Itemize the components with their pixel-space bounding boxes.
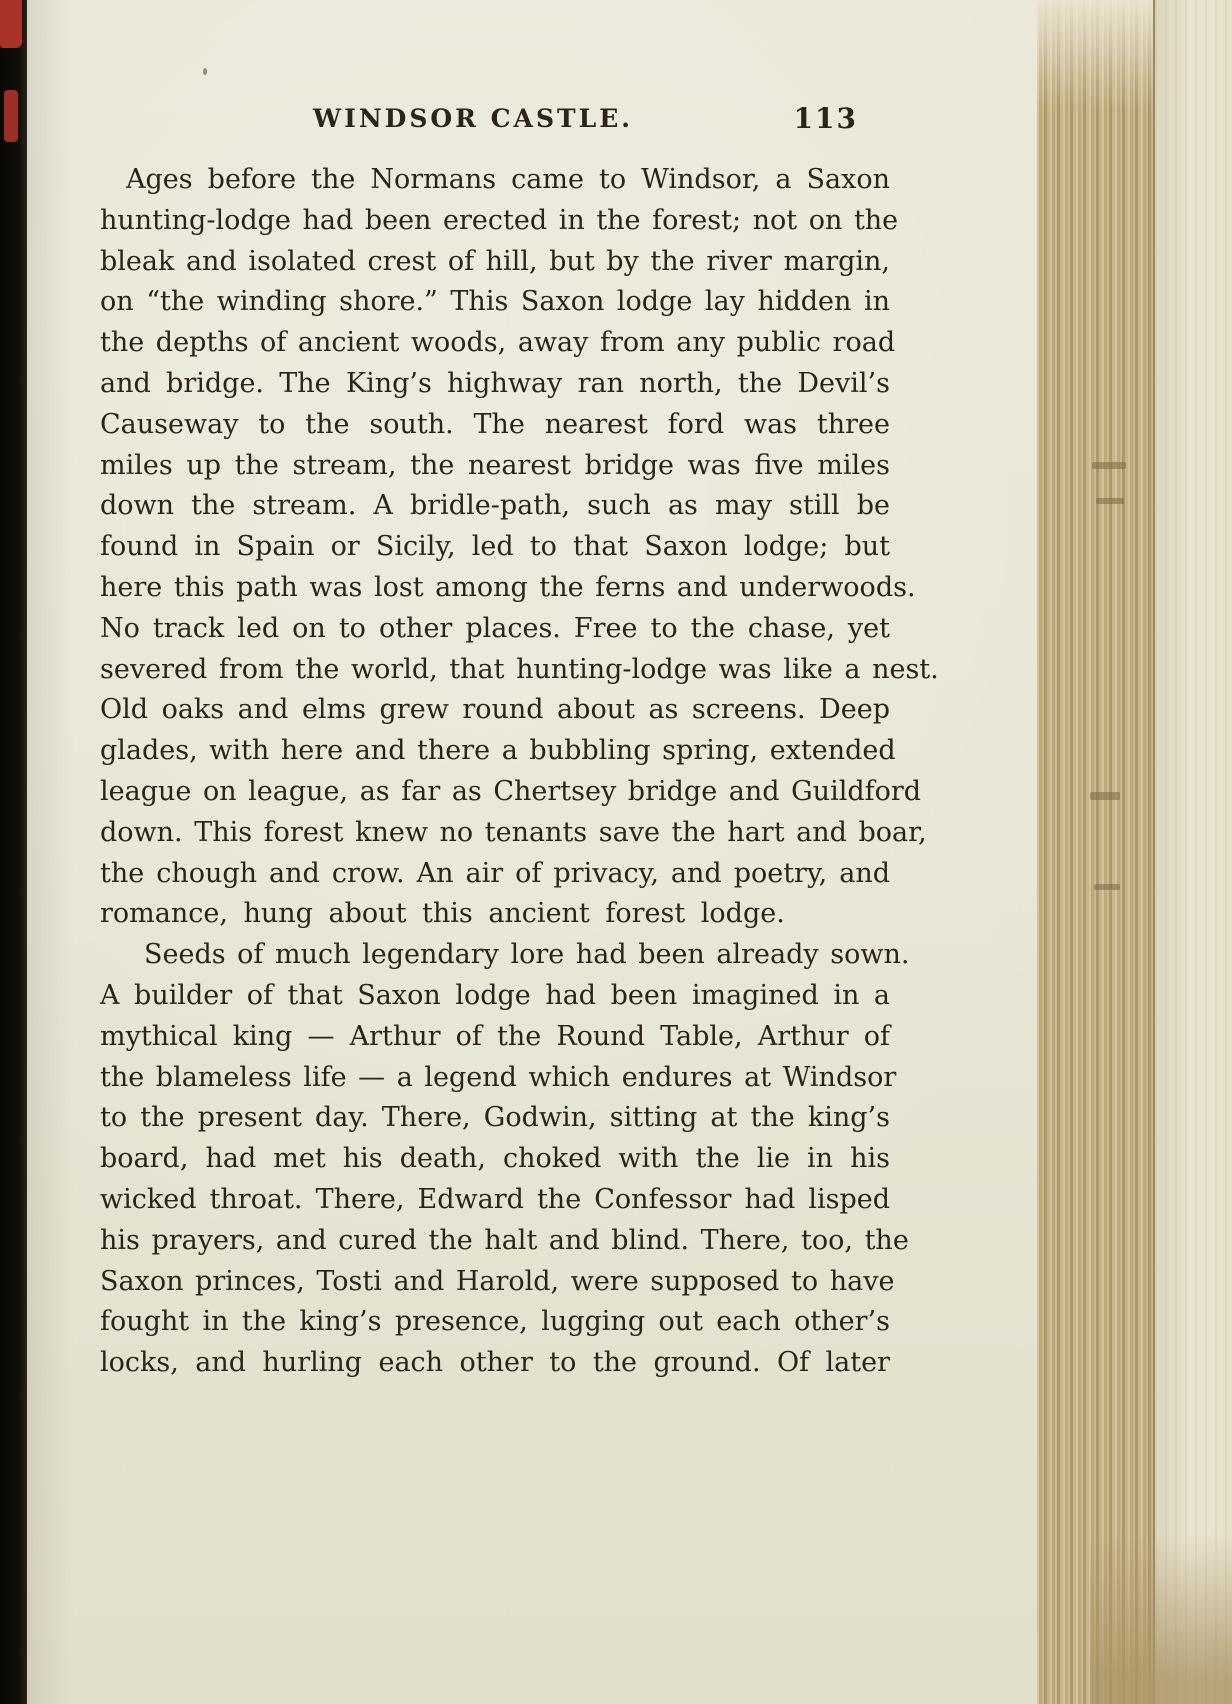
edge-mark (1092, 462, 1126, 469)
paper-speck (203, 68, 207, 75)
text-line: Ages before the Normans came to Windsor, a Saxon (126, 164, 890, 195)
text-line: Seeds of much legendary lore had been already sown. (144, 939, 910, 971)
page-number: 113 (793, 102, 858, 135)
text-line: fought in the king’s presence, lugging out each other’s (100, 1306, 890, 1338)
text-line: No track led on to other places. Free to the chase, yet (100, 612, 890, 644)
text-line: his prayers, and cured the halt and blind. There, too, the (100, 1224, 909, 1256)
edge-mark (1096, 498, 1124, 504)
edge-mark (1090, 792, 1120, 800)
text-line: on “the winding shore.” This Saxon lodge lay hidden in (100, 286, 890, 318)
text-line: and bridge. The King’s highway ran north, the Devil’s (100, 367, 890, 399)
text-line: locks, and hurling each other to the ground. Of later (100, 1347, 890, 1379)
text-line: board, had met his death, choked with the lie in his (100, 1143, 890, 1175)
text-line: league on league, as far as Chertsey bridge and Guildford (100, 775, 922, 807)
text-line: miles up the stream, the nearest bridge was five miles (100, 449, 890, 481)
running-title: WINDSOR CASTLE. (313, 104, 633, 133)
text-line: down the stream. A bridle-path, such as may still be (100, 490, 890, 522)
text-line: hunting-lodge had been erected in the forest; not on the (100, 204, 899, 236)
text-line: Old oaks and elms grew round about as screens. Deep (100, 694, 890, 726)
fore-edge-pages (1037, 0, 1153, 1704)
page (27, 0, 1037, 1704)
red-binding-mark (0, 0, 22, 48)
text-line: here this path was lost among the ferns and underwoods. (100, 571, 916, 603)
text-line: glades, with here and there a bubbling spring, extended (100, 735, 896, 767)
text-block (100, 160, 939, 1384)
edge-mark (1094, 884, 1120, 890)
text-line: Causeway to the south. The nearest ford was three (100, 408, 890, 440)
text-line: the depths of ancient woods, away from any public road (100, 327, 896, 359)
text-line: A builder of that Saxon lodge had been imagined in a (100, 979, 890, 1011)
paragraph (100, 935, 910, 1384)
text-line: to the present day. There, Godwin, sitting at the king’s (100, 1102, 890, 1134)
text-line: bleak and isolated crest of hill, but by the river margin, (100, 245, 890, 277)
text-line: down. This forest knew no tenants save the hart and boar, (100, 816, 927, 848)
text-line: the blameless life — a legend which endures at Windsor (100, 1061, 897, 1093)
page-header (100, 104, 890, 146)
paragraph (100, 160, 939, 935)
text-line: found in Spain or Sicily, led to that Saxon lodge; but (100, 531, 890, 563)
binding-edge (0, 0, 27, 1704)
text-line: romance, hung about this ancient forest lodge. (100, 898, 785, 930)
text-line: wicked throat. There, Edward the Confessor had lisped (100, 1183, 890, 1215)
text-line: the chough and crow. An air of privacy, and poetry, and (100, 857, 890, 889)
text-line: mythical king — Arthur of the Round Table, Arthur of (100, 1020, 890, 1052)
red-binding-mark (4, 90, 18, 142)
bottom-corner-shade (1090, 1534, 1232, 1704)
outer-page-edge (1153, 0, 1232, 1704)
text-line: Saxon princes, Tosti and Harold, were supposed to have (100, 1265, 895, 1297)
text-line: severed from the world, that hunting-lodge was like a nest. (100, 653, 939, 685)
